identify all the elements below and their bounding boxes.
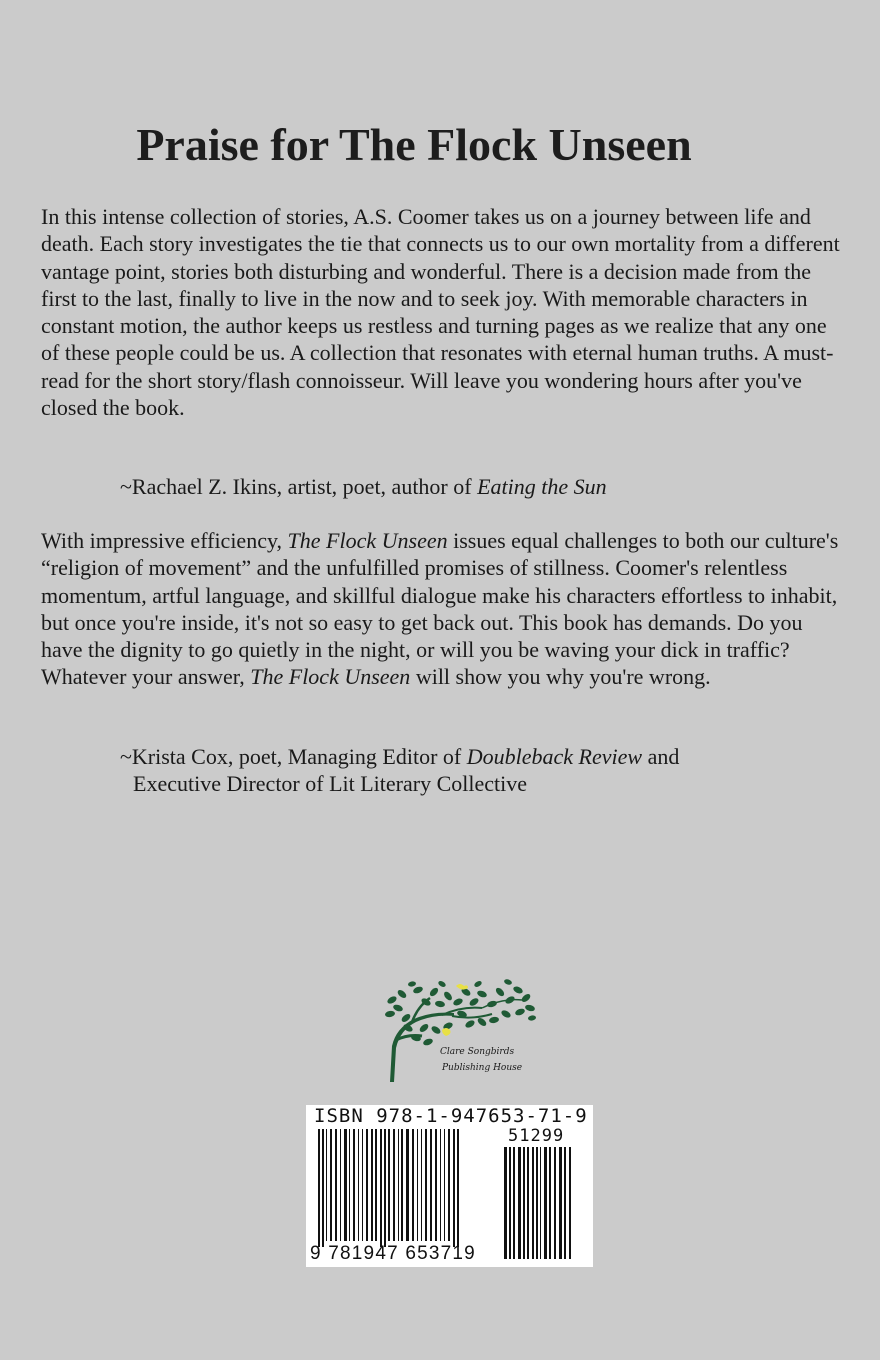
- barcode-bar: [340, 1129, 341, 1241]
- addon-bar: [532, 1147, 534, 1259]
- guard-bar: [384, 1129, 386, 1247]
- praise-2-text-b: issues equal challenges to both our culture's “religion of movement” and the unfulfilled promises of stillness. Coomer's relentless momentum, artful language, and skillful dialogue make his characters effortless to inhabit, but once you're inside, it's not so easy to get back out. This book has demands. Do you have the dignity to go quietly in the night, or will you be waving your dick in traffic? Whatever your answer,: [41, 528, 839, 690]
- barcode-bar: [448, 1129, 450, 1241]
- isbn-label: ISBN 978-1-947653-71-9: [314, 1105, 588, 1127]
- barcode-bar: [388, 1129, 390, 1241]
- guard-bar: [453, 1129, 455, 1247]
- addon-bar: [523, 1147, 525, 1259]
- addon-bar: [518, 1147, 521, 1259]
- praise-attribution-2: [120, 743, 679, 798]
- praise-2-title-a: The Flock Unseen: [287, 528, 448, 553]
- barcode-bar: [393, 1129, 395, 1241]
- addon-bar: [549, 1147, 551, 1259]
- barcode-bar: [344, 1129, 347, 1241]
- addon-bar: [540, 1147, 541, 1259]
- praise-1-text: In this intense collection of stories, A.S. Coomer takes us on a journey between life and death. Each story investigates the tie that connects us to our own mortality from a different vantage point, stories both disturbing and wonderful. There is a decision made from the first to the last, finally to live in the now and to seek joy. With memorable characters in constant motion, the author keeps us restless and turning pages as we realize that any one of these people could be us. A collection that resonates with eternal human truths. A must-read for the short story/flash connoisseur. Will leave you wondering hours after you've closed the book.: [41, 204, 840, 421]
- praise-quote-2: [41, 527, 841, 691]
- barcode-bar: [375, 1129, 377, 1241]
- guard-bar: [457, 1129, 459, 1247]
- praise-quote-1: [41, 203, 841, 421]
- barcode-bar: [435, 1129, 437, 1241]
- attribution-2-suffix: and: [642, 744, 680, 769]
- barcode-bar: [421, 1129, 422, 1241]
- guard-bar: [318, 1129, 320, 1247]
- barcode-bar: [425, 1129, 427, 1241]
- publisher-logo: [382, 978, 542, 1086]
- barcode-bar: [406, 1129, 409, 1241]
- barcode-bar: [417, 1129, 418, 1241]
- addon-bar: [544, 1147, 547, 1259]
- guard-bar: [380, 1129, 382, 1247]
- logo-text-line1: Clare Songbirds: [440, 1047, 515, 1057]
- attribution-2-work: Doubleback Review: [466, 744, 643, 769]
- barcode-bar: [401, 1129, 403, 1241]
- barcode-bar: [430, 1129, 432, 1241]
- barcode-bar: [444, 1129, 445, 1241]
- barcode-bar: [335, 1129, 337, 1241]
- addon-bar: [536, 1147, 538, 1259]
- addon-bar: [527, 1147, 529, 1259]
- praise-attribution-1: [120, 473, 607, 500]
- praise-2-text-c: will show you why you're wrong.: [410, 664, 711, 690]
- barcode-bar: [366, 1129, 368, 1241]
- page-title: Praise for The Flock Unseen: [136, 119, 692, 170]
- addon-bar: [569, 1147, 571, 1259]
- barcode-bar: [330, 1129, 332, 1241]
- attribution-2-line2: Executive Director of Lit Literary Collective: [133, 771, 528, 797]
- praise-2-title-b: The Flock Unseen: [250, 664, 411, 690]
- barcode-bar: [362, 1129, 363, 1241]
- addon-bar: [559, 1147, 562, 1259]
- barcode-bar: [412, 1129, 414, 1241]
- attribution-1-prefix: ~Rachael Z. Ikins, artist, poet, author of: [120, 474, 478, 499]
- barcode-bar: [349, 1129, 350, 1241]
- barcode-bar: [353, 1129, 355, 1241]
- addon-bar: [554, 1147, 556, 1259]
- barcode-bar: [398, 1129, 399, 1241]
- addon-bar: [564, 1147, 566, 1259]
- ean-digits: 9 781947 653719: [310, 1243, 476, 1264]
- guard-bar: [322, 1129, 324, 1247]
- barcode-bar: [371, 1129, 373, 1241]
- barcode-bar: [440, 1129, 441, 1241]
- attribution-2-prefix: ~Krista Cox, poet, Managing Editor of: [120, 744, 467, 769]
- barcode-bar: [326, 1129, 327, 1241]
- isbn-barcode: [306, 1105, 593, 1267]
- barcode-bar: [358, 1129, 359, 1241]
- price-code: 51299: [508, 1126, 565, 1146]
- addon-bar: [504, 1147, 507, 1259]
- attribution-1-work: Eating the Sun: [477, 474, 607, 499]
- addon-bar: [509, 1147, 511, 1259]
- addon-bar: [513, 1147, 515, 1259]
- logo-text-line2: Publishing House: [442, 1063, 523, 1073]
- praise-2-text-a: With impressive efficiency,: [41, 528, 288, 553]
